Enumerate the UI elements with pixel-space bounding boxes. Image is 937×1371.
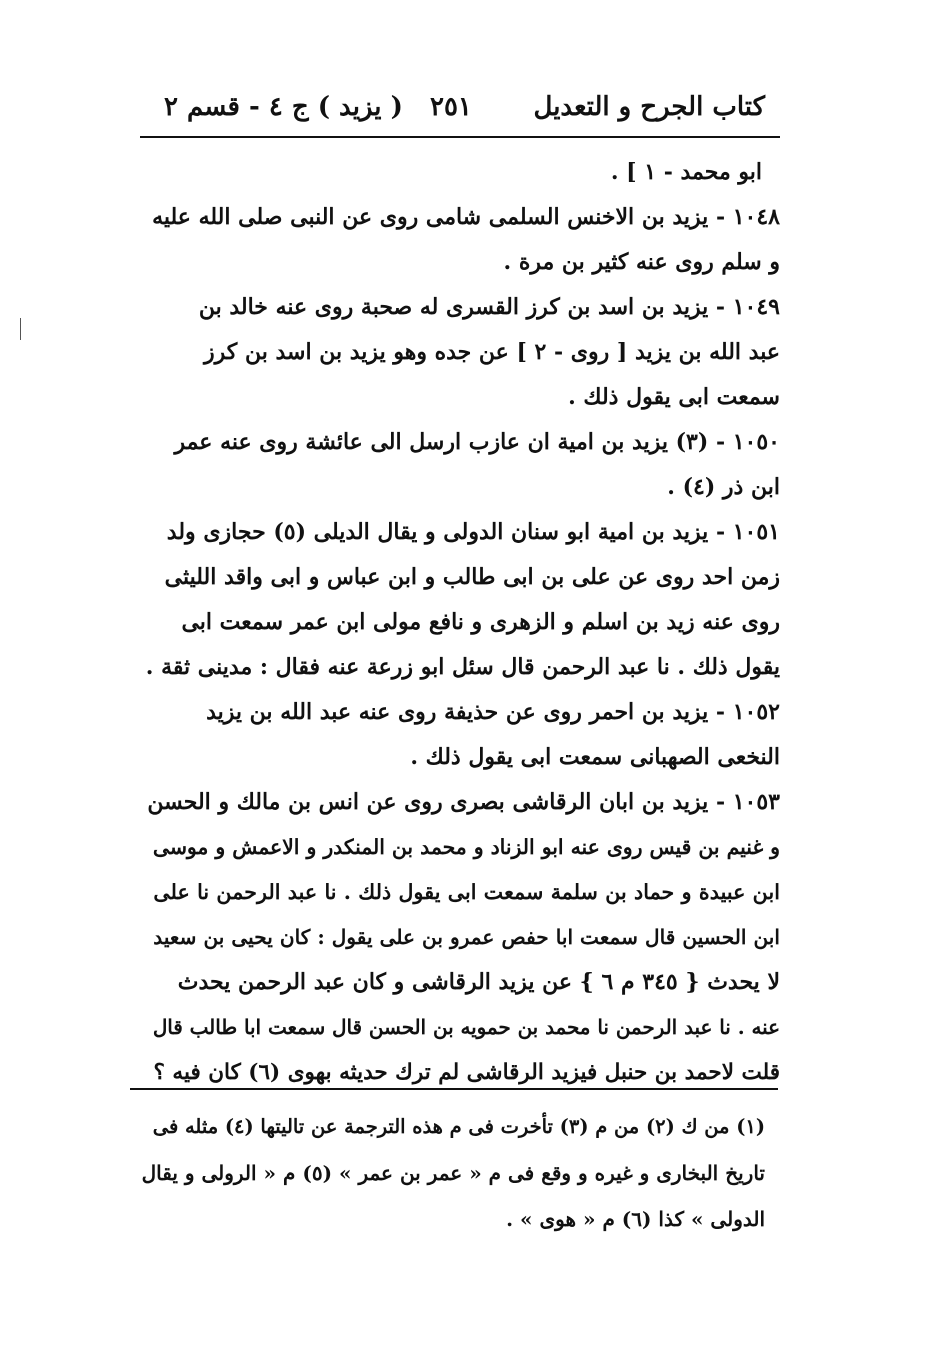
text-line: سمعت ابى يقول ذلك . (568, 384, 780, 410)
text-line: ابو محمد - ١ ] . (610, 159, 762, 185)
text-line: عبد الله بن يزيد [ روى - ٢ ] عن جده وهو يزيد بن اسد بن كرز (204, 339, 780, 365)
text-line: يقول ذلك . نا عبد الرحمن قال سئل ابو زرعة عنه فقال : مدينى ثقة . (145, 654, 780, 680)
text-line: ١٠٥١ - يزيد بن امية ابو سنان الدولى و يقال الديلى (٥) حجازى ولد (166, 519, 780, 545)
footnote-line: تاريخ البخارى و غيره و وقع فى م « عمر بن عمر » (٥) م « الرولى و يقال (141, 1161, 765, 1185)
footnote-line: الدولى » كذا (٦) م « هوى » . (506, 1207, 765, 1231)
text-line: و غنيم بن قيس روى عنه ابو الزناد و محمد بن المنكدر و الاعمش و موسى (152, 835, 780, 859)
text-line: زمن احد روى عن على بن ابى طالب و ابن عباس و ابى واقد الليثى (164, 564, 780, 590)
text-line: ١٠٤٨ - يزيد بن الاخنس السلمى شامى روى عن النبى صلى الله عليه (152, 204, 780, 230)
footnote-rule (130, 1088, 778, 1090)
page-number: ٢٥١ (430, 92, 472, 122)
footnote-line: (١) من ك (٢) من م (٣) تأخرت فى م هذه الترجمة عن تاليتها (٤) مثله فى (152, 1115, 765, 1138)
text-line: ابن الحسين قال سمعت ابا حفص عمرو بن على يقول : كان يحيى بن سعيد (153, 925, 780, 949)
text-line: ١٠٥٢ - يزيد بن احمر روى عن حذيفة روى عنه عبد الله بن يزيد (206, 699, 780, 725)
text-line: قلت لاحمد بن حنبل فيزيد الرقاشى لم ترك حديثه بهوى (٦) كان فيه ؟ (153, 1060, 780, 1085)
text-line: لا يحدث { ٣٤٥ م ٦ } عن يزيد الرقاشى و كان عبد الرحمن يحدث (177, 969, 780, 995)
footnotes (140, 1104, 765, 1242)
main-text (140, 150, 780, 1095)
text-line: روى عنه زيد بن اسلم و الزهرى و نافع مولى ابن عمر سمعت ابى (181, 609, 780, 635)
section-label: ( يزيد ) ج ٤ - قسم ٢ (164, 92, 403, 122)
text-line: ١٠٥٠ - (٣) يزيد بن امية ان عازب ارسل الى عائشة روى عنه عمر (174, 429, 780, 455)
book-title: كتاب الجرح و التعديل (533, 92, 765, 122)
text-line: ١٠٥٣ - يزيد بن ابان الرقاشى بصرى روى عن انس بن مالك و الحسن (147, 789, 780, 815)
text-line: ابن ذر (٤) . (667, 474, 780, 500)
text-line: عنه . نا عبد الرحمن نا محمد بن حمويه بن الحسن قال سمعت ابا طالب قال (152, 1015, 780, 1039)
page-header (140, 88, 765, 132)
text-line: النخعى الصهبانى سمعت ابى يقول ذلك . (410, 744, 780, 770)
text-line: ابن عبيدة و حماد بن سلمة سمعت ابى يقول ذلك . نا عبد الرحمن نا على (153, 880, 780, 904)
header-rule (140, 136, 780, 138)
text-line: ١٠٤٩ - يزيد بن اسد بن كرز القسرى له صحبة روى عنه خالد بن (198, 294, 780, 320)
text-line: و سلم روى عنه كثير بن مرة . (503, 249, 780, 275)
margin-mark (20, 318, 21, 340)
